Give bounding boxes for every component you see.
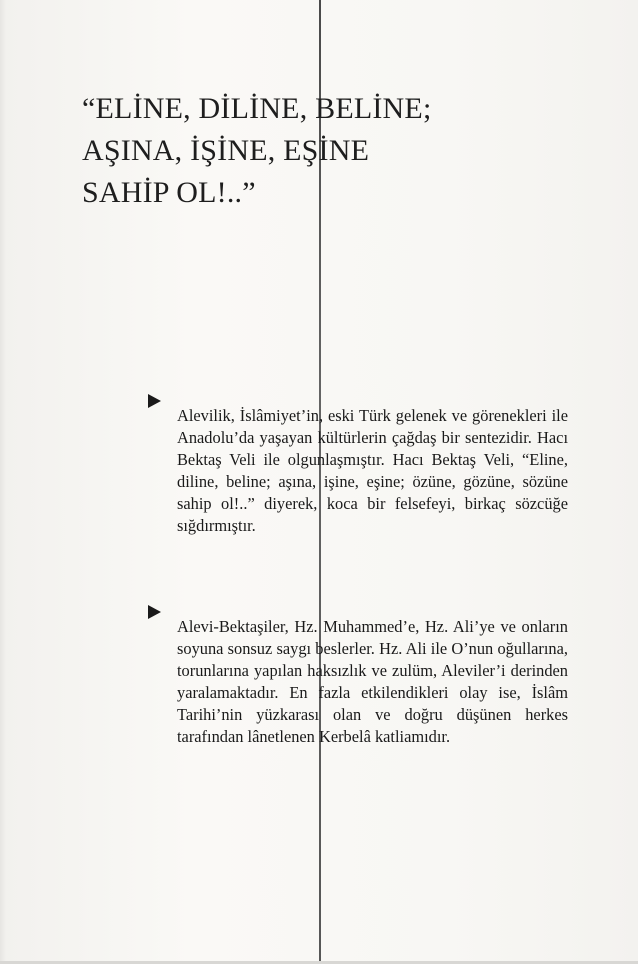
triangle-bullet-icon [148, 605, 161, 619]
bullet-paragraph-1 [148, 389, 568, 554]
page-title [82, 88, 552, 214]
paragraph-text: Alevilik, İslâmiyet’in, eski Türk gelenek ve görenekleri ile Anadolu’da yaşayan kültürlerin çağdaş bir sentezidir. Hacı Bektaş Veli ile olgunlaşmıştır. Hacı Bektaş Veli, “Eline, diline, beline; aşına, işine, eşine; özüne, gözüne, sözüne sahip ol!..” diyerek, koca bir felsefeyi, birkaç sözcüğe sığdırmıştır. [177, 406, 568, 536]
title-line-2: AŞINA, İŞİNE, EŞİNE [82, 134, 370, 167]
title-line-1: “ELİNE, DİLİNE, BELİNE; [82, 92, 432, 125]
bullet-paragraph-2 [148, 600, 568, 765]
scan-edge-shadow [0, 0, 6, 964]
title-line-3: SAHİP OL!..” [82, 176, 256, 209]
paragraph-text: Alevi-Bektaşiler, Hz. Muhammed’e, Hz. Ali’ye ve onların soyuna sonsuz saygı beslerler. Hz. Ali ile O’nun oğullarına, torunlarına yapılan haksızlık ve zulüm, Aleviler’i derinden yaralamaktadır. En fazla etkilendikleri olay ise, İslâm Tarihi’nin yüzkarası olan ve doğru düşünen herkes tarafından lânetlenen Kerbelâ katliamıdır. [177, 617, 568, 747]
triangle-bullet-icon [148, 394, 161, 408]
